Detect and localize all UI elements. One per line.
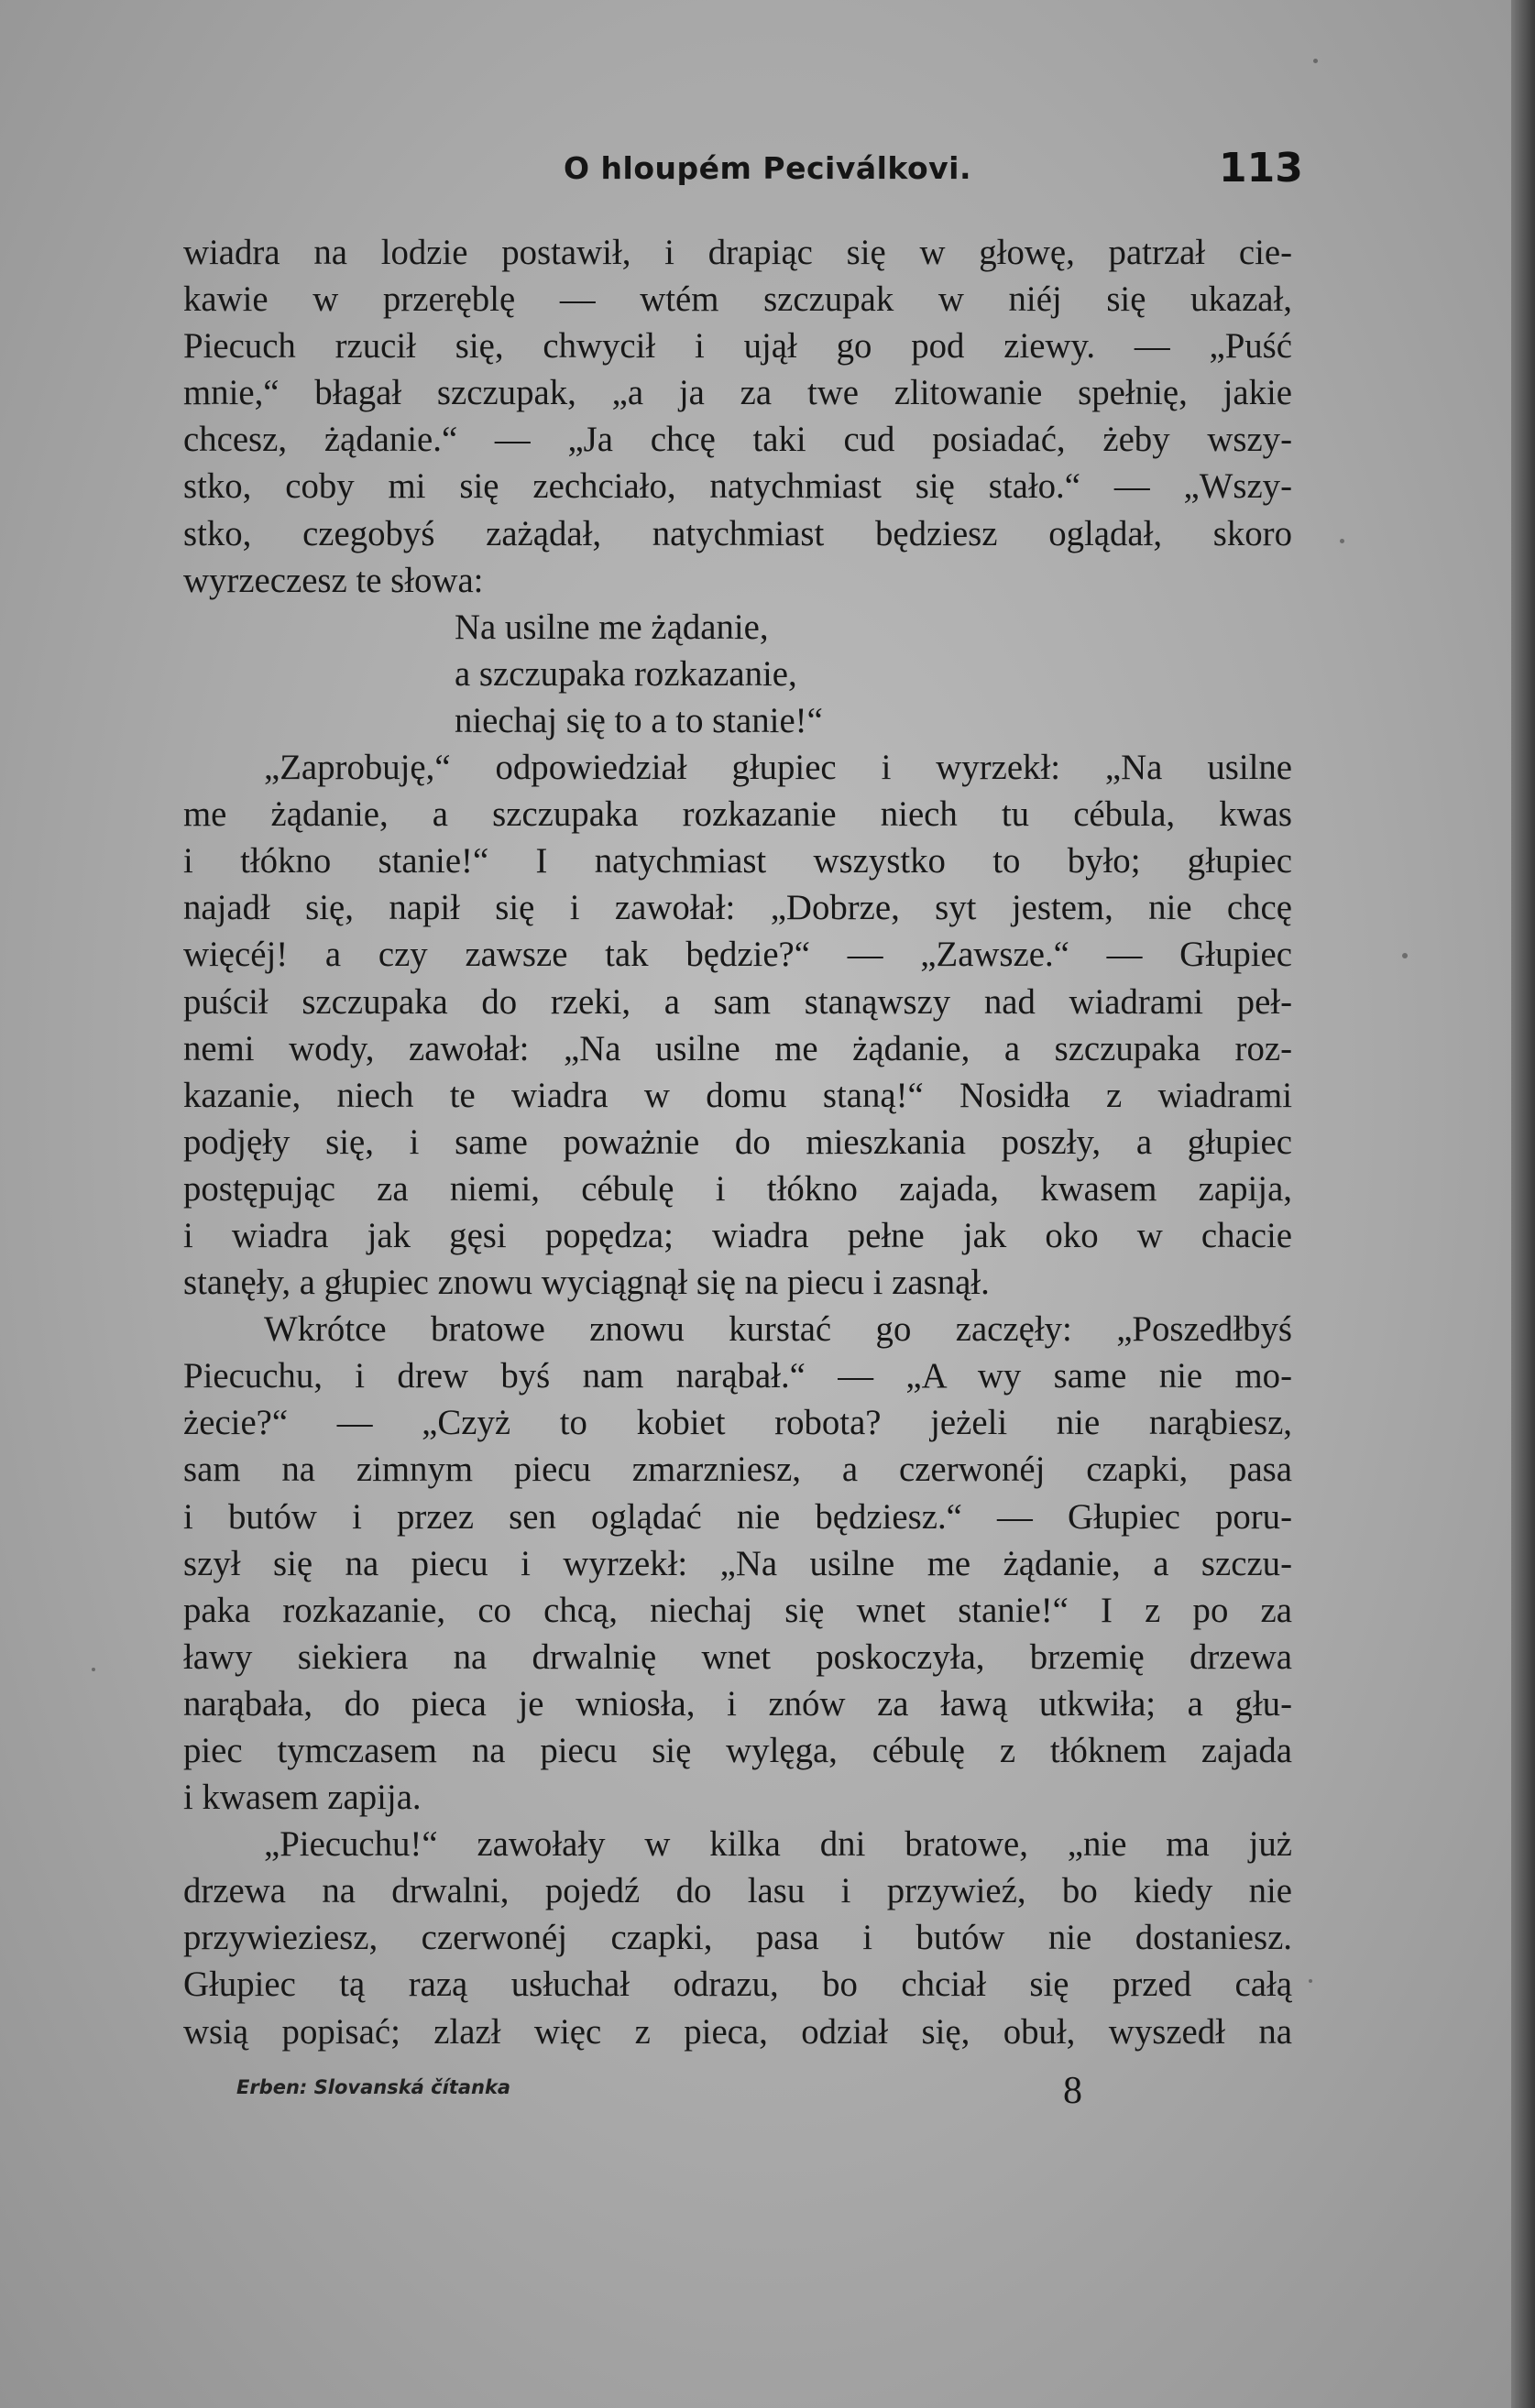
text-line: Piecuchu, i drew byś nam narąbał.“ — „A wy same nie mo- <box>183 1356 1292 1396</box>
text-line: przywieziesz, czerwonéj czapki, pasa i butów nie dostaniesz. <box>183 1918 1292 1958</box>
text-line: i tłókno stanie!“ I natychmiast wszystko to było; głupiec <box>183 841 1292 881</box>
text-line: „Zaprobuję,“ odpowiedział głupiec i wyrzekł: „Na usilne <box>264 748 1292 788</box>
text-line: a szczupaka rozkazanie, <box>455 653 797 694</box>
printer-signature: Erben: Slovanská čítanka <box>236 2076 511 2098</box>
text-line: wiadra na lodzie postawił, i drapiąc się w głowę, patrzał cie- <box>183 233 1292 272</box>
page-number: 113 <box>1219 145 1303 192</box>
text-line: wyrzeczesz te słowa: <box>183 560 484 600</box>
text-line: postępując za niemi, cébulę i tłókno zajada, kwasem zapija, <box>183 1168 1292 1209</box>
page-footer <box>0 2069 1535 2133</box>
text-line: sam na zimnym piecu zmarzniesz, a czerwonéj czapki, pasa <box>183 1450 1292 1490</box>
text-line: chcesz, żądanie.“ — „Ja chcę taki cud posiadać, żeby wszy- <box>183 420 1292 460</box>
text-line: narąbała, do pieca je wniosła, i znów za ławą utkwiła; a głu- <box>183 1683 1292 1724</box>
text-line: niechaj się to a to stanie!“ <box>455 700 823 740</box>
body-text <box>183 229 1292 2055</box>
text-line: żecie?“ — „Czyż to kobiet robota? jeżeli nie narąbiesz, <box>183 1403 1292 1443</box>
text-line: nemi wody, zawołał: „Na usilne me żądanie, a szczupaka roz- <box>183 1028 1292 1068</box>
page-edge-shadow <box>1511 0 1535 2408</box>
text-line: podjęły się, i same poważnie do mieszkania poszły, a głupiec <box>183 1122 1292 1162</box>
text-line: najadł się, napił się i zawołał: „Dobrze, syt jestem, nie chcę <box>183 888 1292 928</box>
text-line: Na usilne me żądanie, <box>455 607 769 647</box>
text-line: stko, czegobyś zażądał, natychmiast będziesz oglądał, skoro <box>183 513 1292 553</box>
text-line: paka rozkazanie, co chcą, niechaj się wnet stanie!“ I z po za <box>183 1590 1292 1630</box>
text-line: stanęły, a głupiec znowu wyciągnął się na piecu i zasnął. <box>183 1263 990 1303</box>
text-line: mnie,“ błagał szczupak, „a ja za twe zlitowanie spełnię, jakie <box>183 373 1292 413</box>
text-line: drzewa na drwalni, pojedź do lasu i przywieź, bo kiedy nie <box>183 1871 1292 1911</box>
text-line: piec tymczasem na piecu się wylęga, cébulę z tłóknem zajada <box>183 1731 1292 1770</box>
text-line: stko, coby mi się zechciało, natychmiast się stało.“ — „Wszy- <box>183 466 1292 507</box>
text-line: ławy siekiera na drwalnię wnet poskoczyła, brzemię drzewa <box>183 1636 1292 1677</box>
text-line: kazanie, niech te wiadra w domu staną!“ Nosidła z wiadrami <box>183 1075 1292 1115</box>
page-header <box>0 145 1535 200</box>
text-line: Głupiec tą razą usłuchał odrazu, bo chciał się przed całą <box>183 1965 1292 2005</box>
text-line: i butów i przez sen oglądać nie będziesz.“ — Głupiec poru- <box>183 1496 1292 1537</box>
text-line: Piecuch rzucił się, chwycił i ujął go pod ziewy. — „Puść <box>183 326 1292 367</box>
text-line: wsią popisać; zlazł więc z pieca, odział się, obuł, wyszedł na <box>183 2011 1292 2052</box>
text-line: i kwasem zapija. <box>183 1778 422 1818</box>
text-line: szył się na piecu i wyrzekł: „Na usilne me żądanie, a szczu- <box>183 1543 1292 1583</box>
signature-mark: 8 <box>1063 2070 1082 2112</box>
text-line: kawie w przeręblę — wtém szczupak w niéj się ukazał, <box>183 279 1292 320</box>
text-line: Wkrótce bratowe znowu kurstać go zaczęły: „Poszedłbyś <box>264 1309 1292 1350</box>
text-line: więcéj! a czy zawsze tak będzie?“ — „Zawsze.“ — Głupiec <box>183 935 1292 975</box>
text-line: puścił szczupaka do rzeki, a sam stanąwszy nad wiadrami peł- <box>183 981 1292 1022</box>
text-line: me żądanie, a szczupaka rozkazanie niech tu cébula, kwas <box>183 794 1292 835</box>
running-title: O hloupém Peciválkovi. <box>564 150 972 186</box>
text-line: i wiadra jak gęsi popędza; wiadra pełne jak oko w chacie <box>183 1215 1292 1255</box>
text-line: „Piecuchu!“ zawołały w kilka dni bratowe, „nie ma już <box>264 1824 1292 1865</box>
